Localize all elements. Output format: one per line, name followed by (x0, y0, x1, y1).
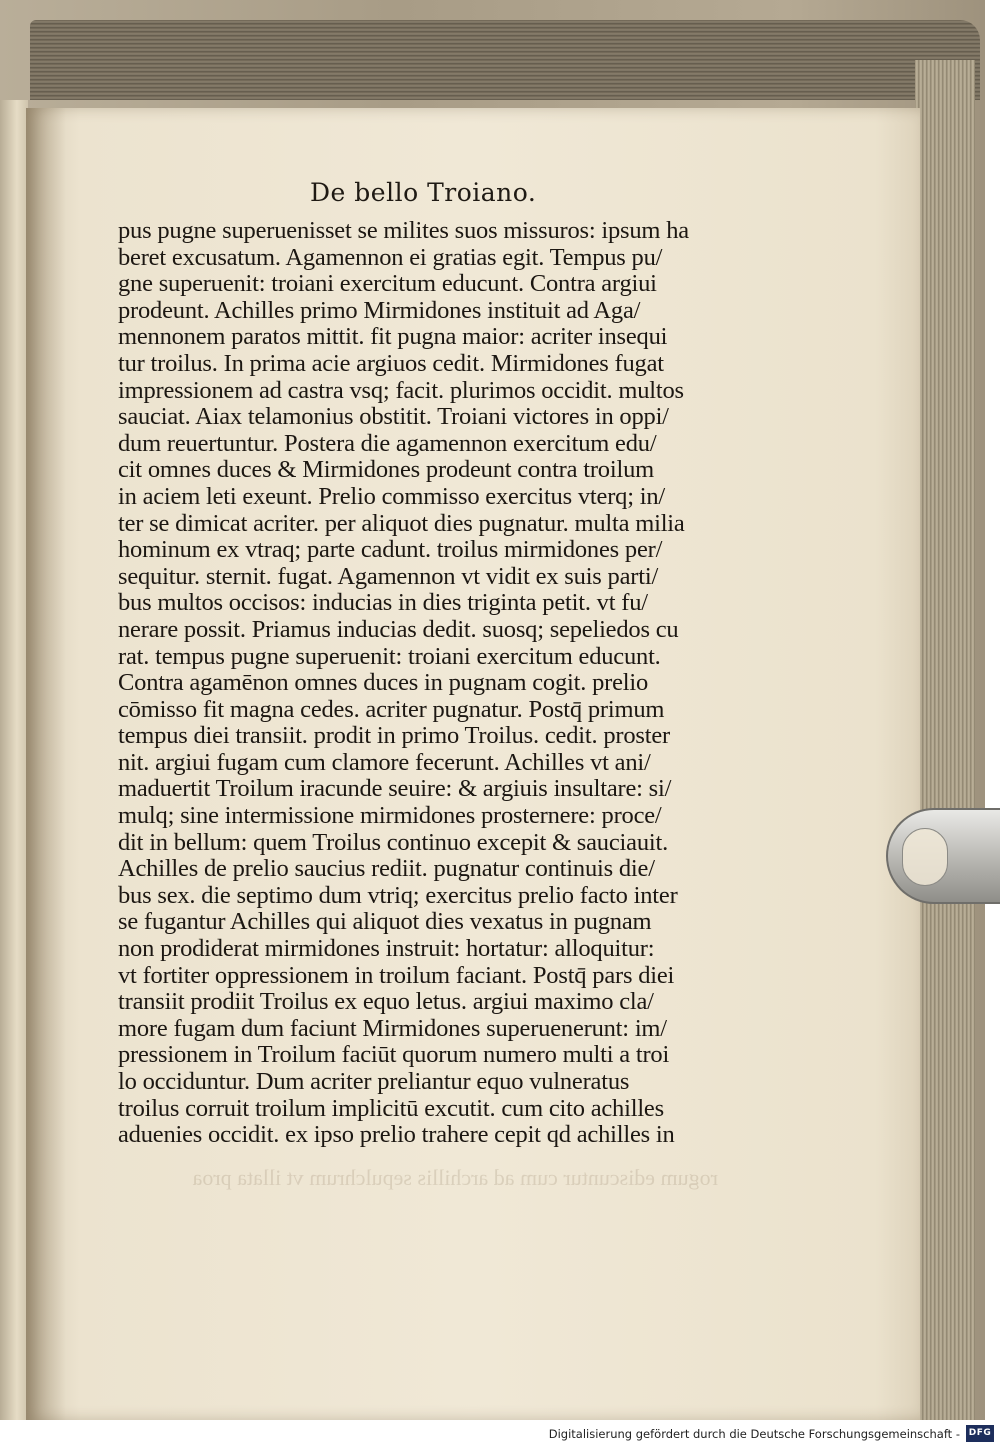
text-line: Achilles de prelio saucius rediit. pugnatur continuis die/ (118, 855, 655, 883)
text-line: bus multos occisos: inducias in dies triginta petit. vt fu/ (118, 589, 648, 617)
text-line: non prodiderat mirmidones instruit: hortatur: alloquitur: (118, 935, 655, 963)
text-line: dit in bellum: quem Troilus continuo excepit & sauciauit. (118, 828, 669, 856)
text-line: maduertit Troilum iracunde seuire: & argiuis insultare: si/ (118, 775, 672, 803)
text-line: cōmisso fit magna cedes. acriter pugnatur. Postq̄ primum (118, 695, 665, 723)
text-line: mennonem paratos mittit. fit pugna maior: acriter insequi (118, 323, 668, 351)
text-line: pressionem in Troilum faciūt quorum numero multi a troi (118, 1041, 670, 1069)
text-line: more fugam dum faciunt Mirmidones superuenerunt: im/ (118, 1014, 667, 1042)
funding-credit: Digitalisierung gefördert durch die Deutsche Forschungsgemeinschaft - (548, 1427, 960, 1441)
text-line: sequitur. sternit. fugat. Agamennon vt vidit ex suis parti/ (118, 562, 659, 590)
text-line: lo occiduntur. Dum acriter preliantur equo vulneratus (118, 1068, 630, 1095)
text-line: Contra agamēnon omnes duces in pugnam cogit. prelio (118, 669, 649, 697)
text-line: tur troilus. In prima acie argiuos cedit. Mirmidones fugat (118, 349, 664, 377)
gutter-shadow (26, 108, 66, 1420)
text-line: troilus corruit troilum implicitū excutit. cum cito achilles (118, 1094, 664, 1122)
text-line: se fugantur Achilles qui aliquot dies vexatus in pugnam (118, 908, 652, 936)
facing-page-edge (0, 100, 28, 1420)
text-line: impressionem ad castra vsq; facit. plurimos occidit. multos (118, 376, 684, 404)
text-line: beret excusatum. Agamennon ei gratias egit. Tempus pu/ (118, 243, 663, 271)
bleed-through-text: rogum ediscuntur cum ad archillis sepulchrum vt illata proa (192, 1165, 718, 1190)
text-line: sauciat. Aiax telamonius obstitit. Troiani victores in oppi/ (118, 403, 669, 431)
dfg-logo: DFG (966, 1425, 994, 1442)
footer-bar (0, 1420, 1000, 1449)
text-line: hominum ex vtraq; parte cadunt. troilus mirmidones per/ (118, 536, 663, 564)
text-line: pus pugne superuenisset se milites suos missuros: ipsum ha (118, 217, 689, 244)
text-line: nerare possit. Priamus inducias dedit. suosq; sepeliedos cu (118, 615, 679, 643)
page-clip-opening (902, 828, 948, 886)
book-top-edge (30, 20, 980, 100)
text-line: cit omnes duces & Mirmidones prodeunt contra troilum (118, 456, 654, 484)
text-block (118, 218, 718, 1149)
text-line: gne superuenit: troiani exercitum educunt. Contra argiui (118, 270, 657, 298)
page-fore-edge (915, 60, 975, 1420)
text-line: nit. argiui fugam cum clamore fecerunt. Achilles vt ani/ (118, 748, 651, 776)
text-line: transiit prodiit Troilus ex equo letus. argiui maximo cla/ (118, 988, 654, 1016)
text-line: aduenies occidit. ex ipso prelio trahere cepit qd achilles in (118, 1121, 675, 1149)
text-line: vt fortiter oppressionem in troilum faciant. Postq̄ pars diei (118, 961, 675, 989)
text-line: ter se dimicat acriter. per aliquot dies pugnatur. multa milia (118, 509, 685, 537)
text-line: rat. tempus pugne superuenit: troiani exercitum educunt. (118, 642, 661, 670)
text-line: bus sex. die septimo dum vtriq; exercitus prelio facto inter (118, 881, 678, 909)
page-clip (886, 808, 1000, 904)
text-line: dum reuertuntur. Postera die agamennon exercitum edu/ (118, 429, 657, 457)
text-line: mulq; sine intermissione mirmidones prosternere: proce/ (118, 802, 662, 830)
running-title: De bello Troiano. (310, 178, 537, 207)
text-line: in aciem leti exeunt. Prelio commisso exercitus vterq; in/ (118, 482, 665, 510)
text-line: prodeunt. Achilles primo Mirmidones instituit ad Aga/ (118, 296, 641, 324)
text-line: tempus diei transiit. prodit in primo Troilus. cedit. proster (118, 722, 670, 750)
